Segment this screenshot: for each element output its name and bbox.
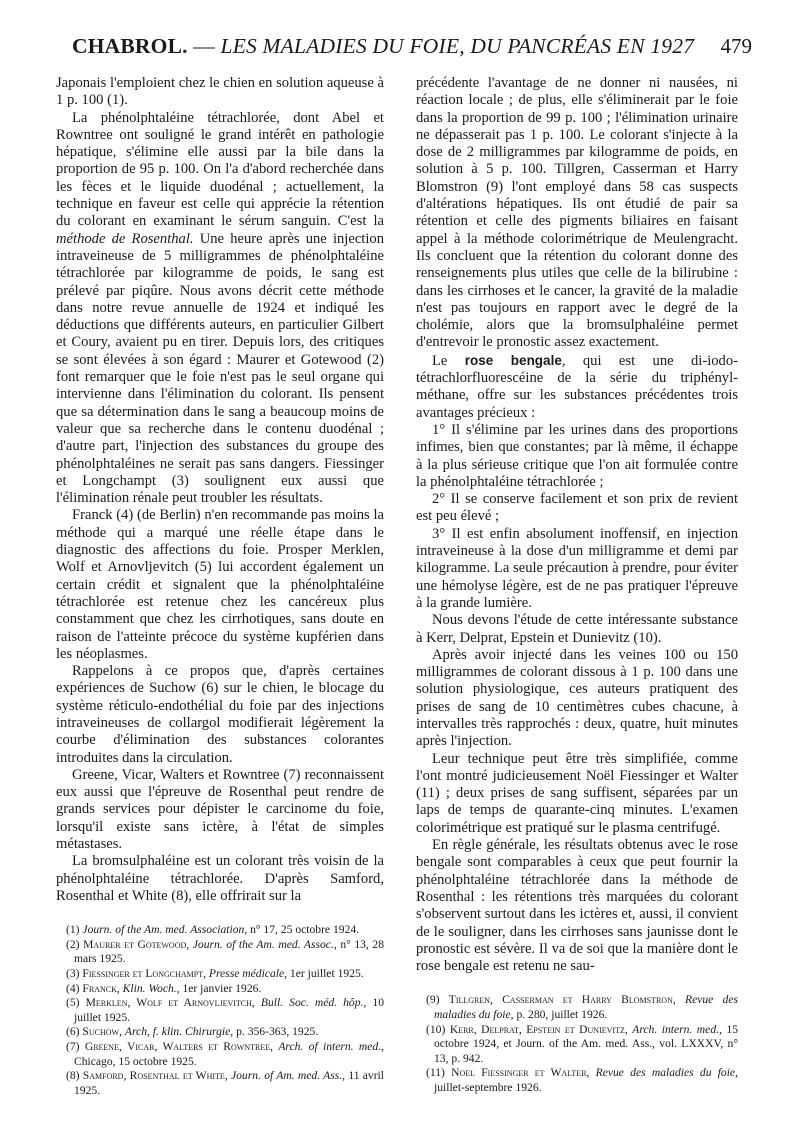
method-name: méthode de Rosenthal.	[56, 230, 194, 247]
footnote	[56, 1025, 384, 1040]
footnote-journal: Arch, f. klin. Chirurgie,	[124, 1025, 234, 1039]
list-item: 3° Il est enfin absolument inoffensif, en injection intraveineuse à la dose d'un milligramme et demi par kilogramme. La seule précaution à prendre, pour éviter une hémolyse légère, est de ne pas pratiquer l'épreuve à la grande lumière.	[416, 525, 738, 611]
running-head-author: CHABROL.	[72, 34, 188, 58]
footnote	[56, 967, 384, 982]
footnote-journal: Arch. intern. med.,	[632, 1022, 722, 1036]
paragraph-text: La phénolphtaléine tétrachlorée, dont Abel et Rowntree ont souligné le grand intérêt en pathologie hépatique, s'élimine elle aussi par la bile dans la proportion de 95 p. 100. On l'a d'abord recherchée dans les fèces et le liquide duodénal ; actuellement, la technique en faveur est celle qui apprécie la rétention du colorant en examinant le sérum sanguin. C'est la	[56, 109, 384, 230]
footnote-authors: Merklen, Wolf et Arnovljevitch,	[85, 996, 261, 1010]
footnote-authors: Greene, Vicar, Walters et Rowntree,	[84, 1040, 279, 1053]
list-item: 2° Il se conserve facilement et son prix de revient est peu élevé ;	[416, 491, 738, 525]
footnote	[416, 1023, 738, 1067]
running-head-dash: —	[187, 34, 221, 58]
footnotes-left	[56, 923, 384, 1098]
footnote-details: n° 13, 28 mars 1925.	[74, 937, 384, 966]
running-head-title: LES MALADIES DU FOIE, DU PANCRÉAS EN 1927	[220, 34, 695, 58]
paragraph: Après avoir injecté dans les veines 100 ou 150 milligrammes de colorant dissous à 1 p. 100 dans une solution physiologique, ces auteurs pratiquent des prises de sang de 10 centimètres cubes chacune, à intervalles très rapprochés : deux, quatre, huit minutes après l'injection.	[416, 646, 738, 750]
paragraph: Leur technique peut être très simplifiée, comme l'ont montré judicieusement Noël Fiessinger et Walter (11) ; deux prises de sang suffisent, séparées par un laps de temps de quarante-cinq minutes. L'examen colorimétrique est pratiqué sur le plasma centrifugé.	[416, 750, 738, 836]
footnote-number: (3)	[66, 967, 83, 981]
footnote-authors: Kerr, Delprat, Epstein et Dunievitz,	[449, 1022, 633, 1036]
footnote-journal: Revue des maladies du foie,	[595, 1066, 738, 1080]
paragraph: La bromsulphaléine est un colorant très voisin de la phénolphtaléine tétrachlorée. D'après Samford, Rosenthal et White (8), elle offrirait sur la	[56, 853, 384, 904]
footnote-details: 10 juillet 1925.	[74, 996, 384, 1024]
paragraph: Greene, Vicar, Walters et Rowntree (7) reconnaissent eux aussi que l'épreuve de Rosenthal peut rendre de grands services pour dépister le carcinome du foie, lorsqu'il existe sans ictère, à l'état de simples métastases.	[56, 766, 384, 853]
running-head	[72, 34, 694, 59]
footnote-number: (5)	[66, 996, 86, 1010]
footnote-authors: Franck,	[82, 981, 123, 995]
footnote-details: 11 avril 1925.	[74, 1069, 384, 1097]
footnote-details: p. 280, juillet 1926.	[513, 1008, 608, 1022]
right-column	[416, 75, 738, 1096]
paragraph: Franck (4) (de Berlin) n'en recommande pas moins la méthode qui a marqué une réelle étape dans le diagnostic des affections du foie. Prosper Merklen, Wolf et Arnovljevitch (5) lui accordent également un certain crédit et signalent que la phénolphtaléine tétrachlorée est retenue chez les cancéreux plus constamment que chez les cirrhotiques, sans doute en raison de l'atteinte précoce du système kupférien dans les néoplasmes.	[56, 507, 384, 662]
page-number: 479	[720, 34, 752, 58]
footnote	[56, 938, 384, 967]
footnote	[56, 1040, 384, 1069]
rose-bengale-term: rose bengale	[464, 352, 562, 368]
footnote	[416, 993, 738, 1022]
paragraph: Rappelons à ce propos que, d'après certaines expériences de Suchow (6) sur le chien, le blocage du système réticulo-endothélial du foie par des injections intraveineuses de collargol modifierait légèrement la courbe d'élimination des substances colorantes introduites dans la circulation.	[56, 663, 384, 766]
paragraph: précédente l'avantage de ne donner ni nausées, ni réaction locale ; de plus, elle s'éliminerait par le foie dans la proportion de 99 p. 100 ; l'élimination urinaire ne dépasserait pas 1 p. 100. Le colorant s'injecte à la dose de 2 milligrammes par kilogramme de poids, en solution à 5 p. 100. Tillgren, Casserman et Harry Blomstron (9) l'ont employé dans 58 cas suspects d'altérations hépatiques. Ils ont étudié de pair sa rétention et celle des pigments biliaires en faisant appel à la méthode colorimétrique de Meulengracht. Ils concluent que la rétention du colorant donne des renseignements plus utiles que celle de la bilirubine : dans les cirrhoses et le cancer, la gravité de la maladie n'est pas toujours en rapport avec le degré de la cholémie, alors que la bromsulphaléine permet d'entrevoir le pronostic assez exactement.	[416, 75, 738, 351]
page-header	[72, 34, 752, 70]
footnote-number: (7)	[66, 1040, 85, 1053]
footnote-journal: Journ. of Am. med. Ass.,	[230, 1069, 346, 1083]
paragraph-text: Une heure après une injection intraveineuse de 5 milligrammes de phénolphtaléine tétrachlorée par kilogramme de poids, le sang est prélevé par piqûre. Nous avons décrit cette méthode dans notre revue annuelle de 1924 et indiqué les déductions que différents auteurs, en particulier Gilbert et Coury, avaient pu en tirer. Depuis lors, des critiques se sont élevées à son égard : Maurer et Gotewood (2) font remarquer que le foie n'est pas le seul organe qui intervienne dans l'élimination du colorant. Ils pensent que sa détermination dans le sang a beaucoup moins de valeur que sa recherche dans le contenu duodénal ; d'autre part, l'injection des substances du groupe des phénolphtaléines ne serait pas sans dangers. Fiessinger et Longchampt (3) soulignent eux aussi que l'élimination rénale peut troubler les résultats.	[56, 230, 385, 507]
footnote-details: 1er juillet 1925.	[287, 967, 364, 981]
paragraph-text: Le	[432, 352, 465, 369]
left-column	[56, 75, 384, 1098]
footnote-authors: Fiessinger et Longchampt,	[82, 967, 209, 981]
paragraph	[56, 110, 384, 508]
footnote-details: juillet-septembre 1926.	[434, 1081, 542, 1094]
footnote-authors: Maurer et Gotewood,	[83, 937, 193, 951]
footnote-details: 1er janvier 1926.	[179, 981, 262, 995]
paragraph: En règle générale, les résultats obtenus avec le rose bengale sont comparables à ceux que peut fournir la phénolphtaléine tétrachlorée dans la méthode de Rosenthal : les rétentions très marquées du colorant s'observent surtout dans les ictères et, aussi, il convient de le souligner, dans les cirrhoses sans jaunisse dont le pronostic est sévère. Il va de soi que la manière dont le rose bengale est retenu ne sau-	[416, 837, 738, 975]
footnote-number: (4)	[66, 981, 83, 995]
footnote-journal: Arch. of intern. med.,	[278, 1040, 384, 1053]
footnote-number: (1)	[66, 923, 83, 937]
footnote	[416, 1066, 738, 1095]
footnote-journal: Bull. Soc. méd. hôp.,	[260, 996, 367, 1010]
footnote-journal: Presse médicale,	[208, 967, 288, 981]
paragraph: Nous devons l'étude de cette intéressante substance à Kerr, Delprat, Epstein et Dunievitz (10).	[416, 612, 738, 646]
footnote-details: Chicago, 15 octobre 1925.	[74, 1054, 197, 1068]
footnote	[56, 923, 384, 938]
footnote	[56, 996, 384, 1025]
footnote-authors: Suchow,	[82, 1025, 125, 1039]
footnote	[56, 1069, 384, 1098]
footnote-journal: Revue des maladies du foie,	[434, 993, 739, 1022]
footnote-journal: Klin. Woch.,	[122, 981, 180, 995]
paragraph	[416, 352, 738, 422]
footnote-number: (9)	[426, 993, 449, 1007]
footnote-details: n° 17, 25 octobre 1924.	[247, 923, 360, 937]
footnote-details: p. 356-363, 1925.	[233, 1025, 319, 1039]
footnote-number: (2)	[66, 937, 84, 951]
footnote-number: (8)	[66, 1069, 83, 1083]
list-item: 1° Il s'élimine par les urines dans des proportions infimes, bien que constantes; par là même, il échappe à la plus sérieuse critique que l'on ait formulée contre la phénolphtaléine tétrachlorée ;	[416, 421, 738, 490]
footnotes-right	[416, 993, 738, 1095]
footnote-number: (6)	[66, 1025, 83, 1039]
footnote	[56, 982, 384, 997]
footnote-details: 15 octobre 1924, et Journ. of the Am. med. Ass., vol. LXXXV, n° 13, p. 942.	[434, 1022, 738, 1065]
footnote-journal: Journ. of the Am. med. Assoc.,	[192, 937, 337, 951]
paragraph: Japonais l'emploient chez le chien en solution aqueuse à 1 p. 100 (1).	[56, 75, 384, 109]
footnote-journal: Journ. of the Am. med. Association,	[82, 923, 248, 937]
footnote-authors: Noel Fiessinger et Walter,	[451, 1066, 596, 1080]
footnote-number: (11)	[426, 1066, 452, 1080]
paragraph-text: , qui est une di-iodo-tétrachlorfluorescéine de la série du triphényl-méthane, offre sur les substances précédentes trois avantages précieux :	[416, 352, 738, 421]
footnote-authors: Tillgren, Casserman et Harry Blomstron,	[448, 993, 685, 1007]
footnote-authors: Samford, Rosenthal et White,	[82, 1069, 231, 1083]
footnote-number: (10)	[426, 1022, 450, 1036]
